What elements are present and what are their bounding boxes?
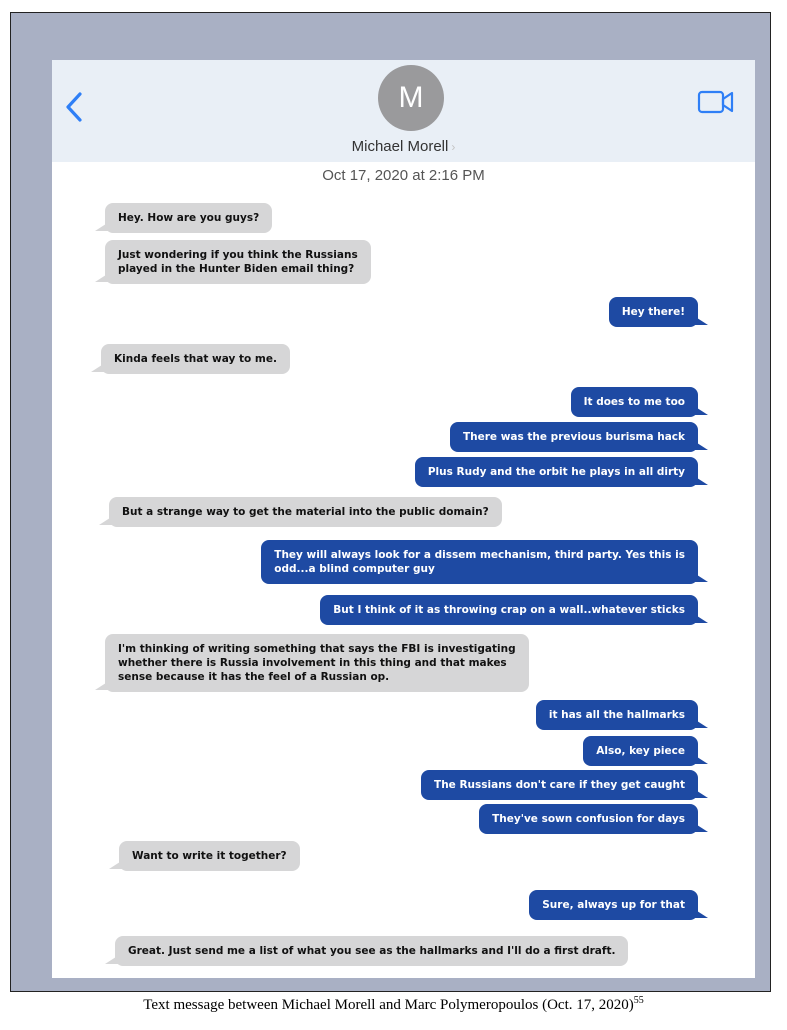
- message-bubble-incoming[interactable]: Kinda feels that way to me.: [101, 344, 290, 374]
- message-bubble-incoming[interactable]: Want to write it together?: [119, 841, 300, 871]
- message-bubble-incoming[interactable]: Just wondering if you think the Russians played in the Hunter Biden email thing?: [105, 240, 371, 284]
- document-frame: [10, 12, 771, 992]
- message-bubble-outgoing[interactable]: They will always look for a dissem mechanism, third party. Yes this is odd...a blind computer guy: [261, 540, 698, 584]
- conversation-header: [52, 60, 755, 162]
- message-bubble-outgoing[interactable]: But I think of it as throwing crap on a wall..whatever sticks: [320, 595, 698, 625]
- message-bubble-outgoing[interactable]: There was the previous burisma hack: [450, 422, 698, 452]
- video-camera-icon[interactable]: [697, 89, 735, 115]
- message-bubble-incoming[interactable]: But a strange way to get the material into the public domain?: [109, 497, 502, 527]
- message-bubble-outgoing[interactable]: Sure, always up for that: [529, 890, 698, 920]
- message-bubble-outgoing[interactable]: They've sown confusion for days: [479, 804, 698, 834]
- avatar[interactable]: M: [378, 65, 444, 131]
- conversation-timestamp: Oct 17, 2020 at 2:16 PM: [322, 167, 485, 184]
- figure-caption: [0, 995, 787, 1014]
- message-bubble-outgoing[interactable]: it has all the hallmarks: [536, 700, 698, 730]
- chevron-right-icon: ›: [451, 140, 456, 154]
- message-bubble-incoming[interactable]: I'm thinking of writing something that says the FBI is investigating whether there is Russia involvement in this thing and that makes sense because it has the feel of a Russian op.: [105, 634, 529, 692]
- footnote-marker: 55: [633, 995, 644, 1006]
- message-bubble-outgoing[interactable]: Hey there!: [609, 297, 698, 327]
- message-bubble-outgoing[interactable]: Also, key piece: [583, 736, 698, 766]
- message-bubble-incoming[interactable]: Great. Just send me a list of what you see as the hallmarks and I'll do a first draft.: [115, 936, 628, 966]
- contact-name-button[interactable]: [52, 138, 755, 155]
- chevron-left-icon[interactable]: [62, 90, 88, 124]
- message-bubble-incoming[interactable]: Hey. How are you guys?: [105, 203, 272, 233]
- message-bubble-outgoing[interactable]: It does to me too: [571, 387, 698, 417]
- message-bubble-outgoing[interactable]: The Russians don't care if they get caught: [421, 770, 698, 800]
- caption-text: Text message between Michael Morell and Marc Polymeropoulos (Oct. 17, 2020): [143, 997, 634, 1013]
- message-bubble-outgoing[interactable]: Plus Rudy and the orbit he plays in all dirty: [415, 457, 698, 487]
- messages-screen: [52, 60, 755, 978]
- contact-name: Michael Morell: [351, 138, 449, 155]
